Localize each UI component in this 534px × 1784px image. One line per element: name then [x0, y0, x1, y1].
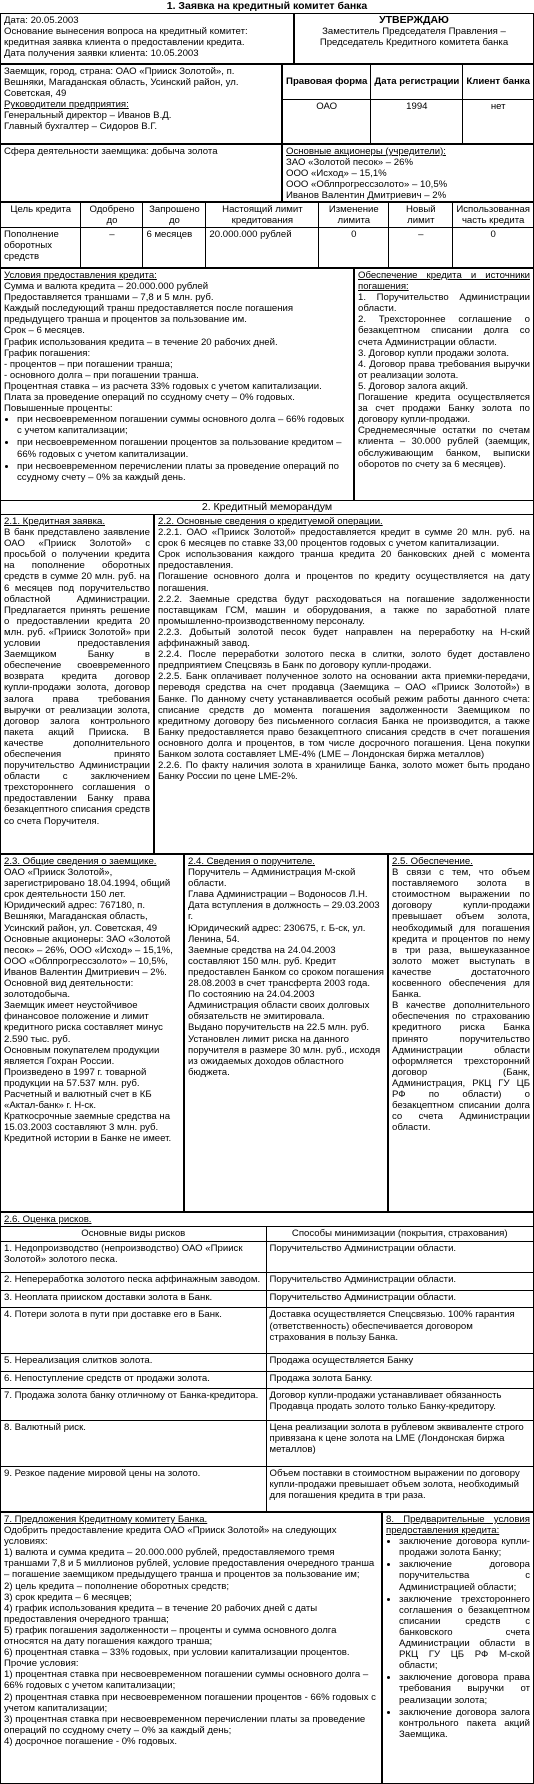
section-2-1-text: В банк представлено заявление ОАО «Прииск Золотой» с просьбой о получении кредита на пополнение оборотных средств в сумме 20 млн. руб. на 6 месяцев под поручительство областной Администрации. Предлагается принять решение о предоставлении кредита 20 млн. руб. «Прииск Золотой» при условии предоставления Заемщиком Банку в обеспечение своевременного возврата кредита договор купли-продажи золота, договор залога права требования выручки от реализации золота, договор залога контрольного пакета акций Прииска. В качестве дополнительного обеспечения принято поручительство Администрации области с заключением трехстороннего соглашения о предоставлении Банку права безакцептного списания средств со счета Поручителя.: [4, 527, 150, 827]
security-title: Обеспечение кредита и источники погашения:: [358, 270, 530, 293]
proposals-title: 7. Предложения Кредитному комитету Банка.: [4, 1514, 208, 1525]
proposal-item: 3) срок кредита – 6 месяцев;: [4, 1591, 132, 1603]
risk-name: 3. Неоплата прииском доставки золота в Банк.: [1, 1290, 266, 1308]
section-2-1: [0, 514, 154, 854]
section-2-4-para: Заемные средства на 24.04.2003 составляют 150 млн. руб. Кредит предоставлен Банком со сроком погашения 28.08.2003 в счет трансферта 2003 года.: [188, 944, 384, 990]
proposal-item: 5) график погашения задолженности – проценты и сумма основного долга относятся на дату погашения каждого транша;: [4, 1624, 337, 1648]
condition-line: График погашения:: [4, 347, 91, 359]
approval-signatory: Заместитель Председателя Правления – Председатель Кредитного комитета банка: [319, 26, 509, 49]
credit-cell-limit: 20.000.000 рублей: [206, 228, 319, 267]
activity-text: Сфера деятельности заемщика: добыча золота: [4, 146, 218, 157]
condition-line: Предоставляется траншами – 7,8 и 5 млн. руб.: [4, 292, 214, 304]
risk-name: 1. Недопроизводство (непроизводство) ОАО «Прииск Золотой» золотого песка.: [1, 1241, 266, 1273]
condition-line: Процентная ставка – из расчета 33% годовых с учетом капитализации.: [4, 380, 322, 392]
risk-mitigation: Поручительство Администрации области.: [266, 1273, 533, 1291]
request-date: Дата: 20.05.2003: [4, 15, 79, 26]
section-2-3-para: Произведено в 1997 г. товарной продукции на 57.537 млн. руб.: [4, 1066, 147, 1089]
request-receipt-date: Дата получения заявки клиента: 10.05.2003: [4, 48, 199, 60]
section-2-3-para: ОАО «Прииск Золотой», зарегистрировано 18.04.1994, общий срок деятельности 150 лет.: [4, 867, 171, 901]
borrower-heads-label: Руководители предприятия:: [4, 99, 129, 111]
condition-line: - основного долга – при погашении транша.: [4, 369, 199, 381]
credit-table: [0, 202, 534, 268]
section-2-5-para: В качестве дополнительного обеспечения по страхованию кредитного риска Банка принято поручительство Администрации области оформляется трехсторонний договор (Банк, Администрация, РКЦ ГУ ЦБ РФ по области) о безакцептном списании долга со счета Администрации области.: [392, 1000, 530, 1134]
condition-line: График использования кредита – в течение 20 рабочих дней.: [4, 336, 278, 348]
proposal-item: 1) процентная ставка при несвоевременном погашении суммы основного долга – 66% годовых с учетом капитализации;: [4, 1669, 369, 1692]
section-2-4-para: Установлен лимит риска на данного поручителя в размере 30 млн. руб., исходя из ожидаемых доходов областного бюджета.: [188, 1033, 381, 1078]
risk-name: 8. Валютный риск.: [1, 1421, 266, 1467]
shareholder-item: Иванов Валентин Дмитриевич – 2%: [286, 190, 447, 202]
risk-mitigation: Поручительство Администрации области.: [266, 1241, 533, 1273]
shareholders-block: [282, 144, 534, 202]
risk-mitigation: Продажа золота Банку.: [266, 1371, 533, 1389]
risk-name: 2. Непереработка золотого песка аффинажным заводом.: [1, 1273, 266, 1291]
borrower-director: Генеральный директор – Иванов В.Д.: [4, 110, 172, 122]
registration-date-value: 1994: [371, 99, 463, 143]
condition-line: Плата за проведение операций по ссудному счету – 0% годовых.: [4, 392, 295, 404]
risks-header-mitigation: Способы минимизации (покрытия, страхования): [266, 1227, 533, 1241]
bank-client-header: Клиент банка: [463, 65, 533, 99]
risks-header-type: Основные виды рисков: [1, 1227, 266, 1241]
section-2-4: [184, 854, 388, 1212]
proposal-item: 4) досрочное погашение - 0% годовых.: [4, 1735, 178, 1747]
registration-date-header: Дата регистрации: [371, 65, 463, 99]
activity-block: [0, 144, 282, 202]
section-2-3-title: 2.3. Общие сведения о заемщике.: [4, 856, 157, 867]
condition-line: - процентов – при погашении транша;: [4, 358, 173, 370]
risks-table: [0, 1226, 534, 1512]
request-info: [0, 13, 294, 64]
section-2-2-para: Погашение основного долга и процентов по кредиту осуществляется на дату погашения.: [158, 571, 530, 594]
condition-line: Срок – 6 месяцев.: [4, 325, 85, 337]
risk-name: 4. Потери золота в пути при доставке его в Банк.: [1, 1308, 266, 1354]
proposal-item: 2) процентная ставка при несвоевременном погашении процентов - 66% годовых с учетом капитализации;: [4, 1691, 376, 1714]
section-2-4-title: 2.4. Сведения о поручителе.: [188, 856, 315, 867]
credit-header-change: Изменение лимита: [319, 203, 389, 228]
security-item: 5. Договор залога акций.: [358, 380, 469, 392]
risk-mitigation: Цена реализации золота в рублевом эквиваленте строго привязана к цене золота на LME (Лондонская биржа металлов): [266, 1421, 533, 1467]
credit-header-new-limit: Новый лимит: [389, 203, 453, 228]
section-2-2-para: 2.2.5. Банк оплачивает полученное золото на основании акта приемки-передачи, переводя средства на счет продавца (Заемщика – ОАО «Прииск Золотой») в Банке. По данному счету устанавливается особый режим работы данного счета: списание средств до момента погашения задолженности Заемщиком по кредитному договору без письменного согласия Банка не производится, а также Банку предоставляется право безакцептного списания средств в счет погашения основного долга и процентов, в том числе досрочного погашения. Цена покупки Банком золота составляет LME-4% (LME – Лондонская биржа металлов): [158, 671, 530, 760]
section-2-3-para: Кредитной истории в Банке не имеет.: [4, 1133, 172, 1145]
condition-line: Повышенные проценты:: [4, 403, 113, 415]
section-2-2-para: 2.2.2. Заемные средства будут расходоваться на погашение задолженности поставщикам ГСМ, машин и оборудования, а также по заработной плате промышленно-производственному персоналу.: [158, 593, 530, 627]
risk-mitigation: Договор купли-продажи устанавливает обязанность Продавца продать золото только Банку-кредитору.: [266, 1389, 533, 1421]
section-2-2-para: 2.2.3. Добытый золотой песок будет направлен на переработку на Н-ский аффинажный завод.: [158, 626, 530, 650]
section-2-1-title: 2.1. Кредитная заявка.: [4, 516, 105, 527]
precondition-item: • заключение трехстороннего соглашения о безакцептном списании средств с банковского счета Администрации области в РКЦ ГУ ЦБ РФ М-ской области;: [399, 1594, 530, 1672]
precondition-item: • заключение договора поручительства с Администрацией области;: [399, 1559, 530, 1592]
preconditions-title: 8. Предварительные условия предоставления кредита:: [386, 1514, 530, 1537]
shareholder-item: ООО «Облпрогрессзолото» – 10,5%: [286, 179, 448, 191]
section-2-3-para: Расчетный и валютный счет в КБ «Актал-банк» г. Н-ск.: [4, 1088, 152, 1112]
section-2-2-para: Срок использования каждого транша кредита 20 банковских дней с момента предоставления.: [158, 549, 530, 572]
credit-cell-approved: –: [81, 228, 143, 267]
security-item: Погашение кредита осуществляется за счет продажи Банку золота по договору купли-продажи.: [358, 392, 530, 426]
section-2-3-para: Основным покупателем продукции является Гохран России.: [4, 1044, 160, 1067]
credit-cell-change: 0: [319, 228, 389, 267]
section-2-4-para: Выдано поручительств на 22.5 млн. руб.: [188, 1022, 370, 1034]
credit-header-requested: Запрошено до: [143, 203, 206, 228]
security-item: 4. Договор права требования выручки от реализации золота.: [358, 358, 530, 381]
risk-name: 6. Непоступление средств от продажи золота.: [1, 1371, 266, 1389]
section-2-3-para: Основной вид деятельности: золотодобыча.: [4, 978, 134, 1001]
section-2-3-para: Краткосрочные заемные средства на 15.03.2003 составляют 3 млн. руб.: [4, 1111, 171, 1134]
legal-form-header: Правовая форма: [283, 65, 371, 99]
risk-name: 5. Нереализация слитков золота.: [1, 1354, 266, 1372]
section-2-4-para: Глава Администрации – Водоносов Л.Н.: [188, 889, 368, 901]
condition-line: Каждый последующий транш предоставляется после погашения предыдущего транша и процентов за пользование им.: [4, 303, 294, 326]
security-item: 1. Поручительство Администрации области.: [358, 292, 530, 315]
proposal-item: Прочие условия:: [4, 1658, 79, 1670]
memo-title: 2. Кредитный меморандум: [0, 501, 534, 514]
section-2-4-para: Дата вступления в должность – 29.03.2003 г.: [188, 900, 380, 923]
precondition-item: • заключение договора залога контрольного пакета акций Заемщика.: [399, 1707, 530, 1740]
borrower-block: [0, 64, 282, 144]
security-item: 3. Договор купли продажи золота.: [358, 347, 510, 359]
proposal-item: 6) процентная ставка – 33% годовых, при условии капитализации процентов.: [4, 1647, 350, 1659]
section-2-2-para: 2.2.6. По факту наличия золота в хранилище Банка, золото может быть продано Банку России по цене LME-2%.: [158, 760, 530, 783]
credit-header-purpose: Цель кредита: [1, 203, 81, 228]
section-2-2-title: 2.2. Основные сведения о кредитуемой операции.: [158, 516, 383, 527]
credit-cell-used: 0: [453, 228, 533, 267]
precondition-item: • заключение договора права требования выручки от реализации золота;: [399, 1672, 530, 1705]
request-basis: Основание вынесения вопроса на кредитный комитет: кредитная заявка клиента о предоставлении кредита.: [4, 26, 248, 49]
penalty-item: • при несвоевременном перечислении платы за проведение операций по ссудному счету – 0% за каждый день.: [17, 461, 350, 483]
shareholder-item: ООО «Исход» – 15,1%: [286, 168, 387, 180]
credit-cell-new-limit: –: [389, 228, 453, 267]
risk-name: 7. Продажа золота банку отличному от Банка-кредитора.: [1, 1389, 266, 1421]
risk-mitigation: Поручительство Администрации области.: [266, 1290, 533, 1308]
borrower-address: Заемщик, город, страна: ОАО «Прииск Золотой», п. Вешняки, Магаданская область, Усинский район, ул. Советская, 49: [4, 66, 239, 100]
security-sources: [354, 268, 534, 501]
section-2-4-para: Поручитель – Администрация М-ской области.: [188, 867, 356, 890]
security-item: 2. Трехстороннее соглашение о безакцептном списании долга со счета Администрации области.: [358, 314, 530, 348]
approval-title: УТВЕРЖДАЮ: [379, 14, 449, 26]
risk-mitigation: Доставка осуществляется Спецсвязью. 100% гарантия (ответственность) обеспечивается договором страхования в пользу Банка.: [266, 1308, 533, 1354]
section-2-5-para: В связи с тем, что объем поставляемого золота в стоимостном выражении по договору купли-продажи превышает объем золота, необходимый для погашения кредита и процентов по нему в три раза, вышеуказанное золото может выступать в качестве достаточного косвенного обеспечения для Банка.: [392, 867, 530, 1001]
risk-mitigation: Объем поставки в стоимостном выражении по договору купли-продажи превышает объем золота, необходимый для погашения кредита в три раза.: [266, 1466, 533, 1511]
precondition-item: • заключение договора купли-продажи золота Банку;: [399, 1536, 530, 1558]
committee-proposals: [0, 1512, 382, 1784]
shareholder-item: ЗАО «Золотой песок» – 26%: [286, 157, 414, 169]
borrower-legal-table: [282, 64, 534, 144]
conditions-title: Условия предоставления кредита:: [4, 270, 157, 281]
credit-conditions: [0, 268, 354, 501]
borrower-accountant: Главный бухгалтер – Сидоров В.Г.: [4, 121, 158, 133]
section-2-5-title: 2.5. Обеспечение.: [392, 856, 473, 867]
proposal-item: 4) график использования кредита – в течение 20 рабочих дней с даты предоставления очередного транша;: [4, 1602, 318, 1625]
proposal-item: 3) процентная ставка при несвоевременном перечислении платы за проведение операций по ссудному счету – 0% за каждый день;: [4, 1713, 366, 1736]
risk-mitigation: Продажа осуществляется Банку: [266, 1354, 533, 1372]
section-2-4-para: По состоянию на 24.04.2003 Администрация области своих долговых обязательств не эмитировала.: [188, 989, 370, 1023]
section-2-5: [388, 854, 534, 1212]
security-item: Среднемесячные остатки по счетам клиента – 30.000 рублей (заемщик, обслуживающим банком, выписки оборотов по счету за 6 месяцев).: [358, 425, 530, 470]
section-2-3-para: Основные акционеры: ЗАО «Золотой песок» – 26%, ООО «Исход» – 15,1%, ООО «Облпрогрессзолото» – 10,5%, Иванов Валентин Дмитриевич – 2%.: [4, 933, 173, 978]
penalty-item: • при несвоевременном погашении суммы основного долга – 66% годовых с учетом капитализации;: [17, 414, 350, 436]
section-2-2: [154, 514, 534, 854]
risks-title: [0, 1212, 534, 1226]
section-2-2-para: 2.2.1. ОАО «Прииск Золотой» предоставляется кредит в сумме 20 млн. руб. на срок 6 месяцев по ставке 33,00 процентов годовых с учетом капитализации.: [158, 527, 530, 550]
penalty-item: • при несвоевременном погашении процентов за пользование кредитом – 66% годовых с учетом капитализации.: [17, 437, 350, 459]
section-2-3-para: Юридический адрес: 767180, п. Вешняки, Магаданская область, Усинский район, ул. Советская, 49: [4, 900, 158, 934]
section-2-2-para: 2.2.4. После переработки золотого песка в слитки, золото будет доставлено предприятием Спецсвязь в Банк по договору купли-продажи.: [158, 649, 530, 672]
section-2-4-para: Юридический адрес: 230675, г. Б-ск, ул. Ленина, 54.: [188, 922, 366, 945]
request-title: 1. Заявка на кредитный комитет банка: [166, 0, 368, 12]
section-2-3-para: Заемщик имеет неустойчивое финансовое положение и лимит кредитного риска составляет минус 2.590 тыс. руб.: [4, 1000, 163, 1045]
proposal-item: 2) цель кредита – пополнение оборотных средств;: [4, 1580, 229, 1592]
credit-header-approved: Одобрено до: [81, 203, 143, 228]
credit-header-limit: Настоящий лимит кредитования: [206, 203, 319, 228]
credit-cell-purpose: Пополнение оборотных средств: [1, 228, 81, 267]
bank-client-value: нет: [463, 99, 533, 143]
condition-line: Сумма и валюта кредита – 20.000.000 рублей: [4, 281, 209, 293]
credit-cell-requested: 6 месяцев: [143, 228, 206, 267]
risk-name: 9. Резкое падение мировой цены на золото.: [1, 1466, 266, 1511]
proposal-item: 1) валюта и сумма кредита – 20.000.000 рублей, предоставляемого тремя траншами 7,8 и 5 миллионов рублей, условие предоставления очередного транша – погашение заемщиком предыдущего транша и процентов за пользование им;: [4, 1547, 375, 1581]
proposals-intro: Одобрить предоставление кредита ОАО «Прииск Золотой» на следующих условиях:: [4, 1525, 337, 1548]
risks-title-text: 2.6. Оценка рисков.: [4, 1214, 92, 1225]
preconditions: [382, 1512, 534, 1784]
legal-form-value: ОАО: [283, 99, 371, 143]
approval-block: [294, 13, 534, 64]
credit-header-used: Использованная часть кредита: [453, 203, 533, 228]
shareholders-label: Основные акционеры (учредители):: [286, 146, 446, 157]
section-2-3: [0, 854, 184, 1212]
